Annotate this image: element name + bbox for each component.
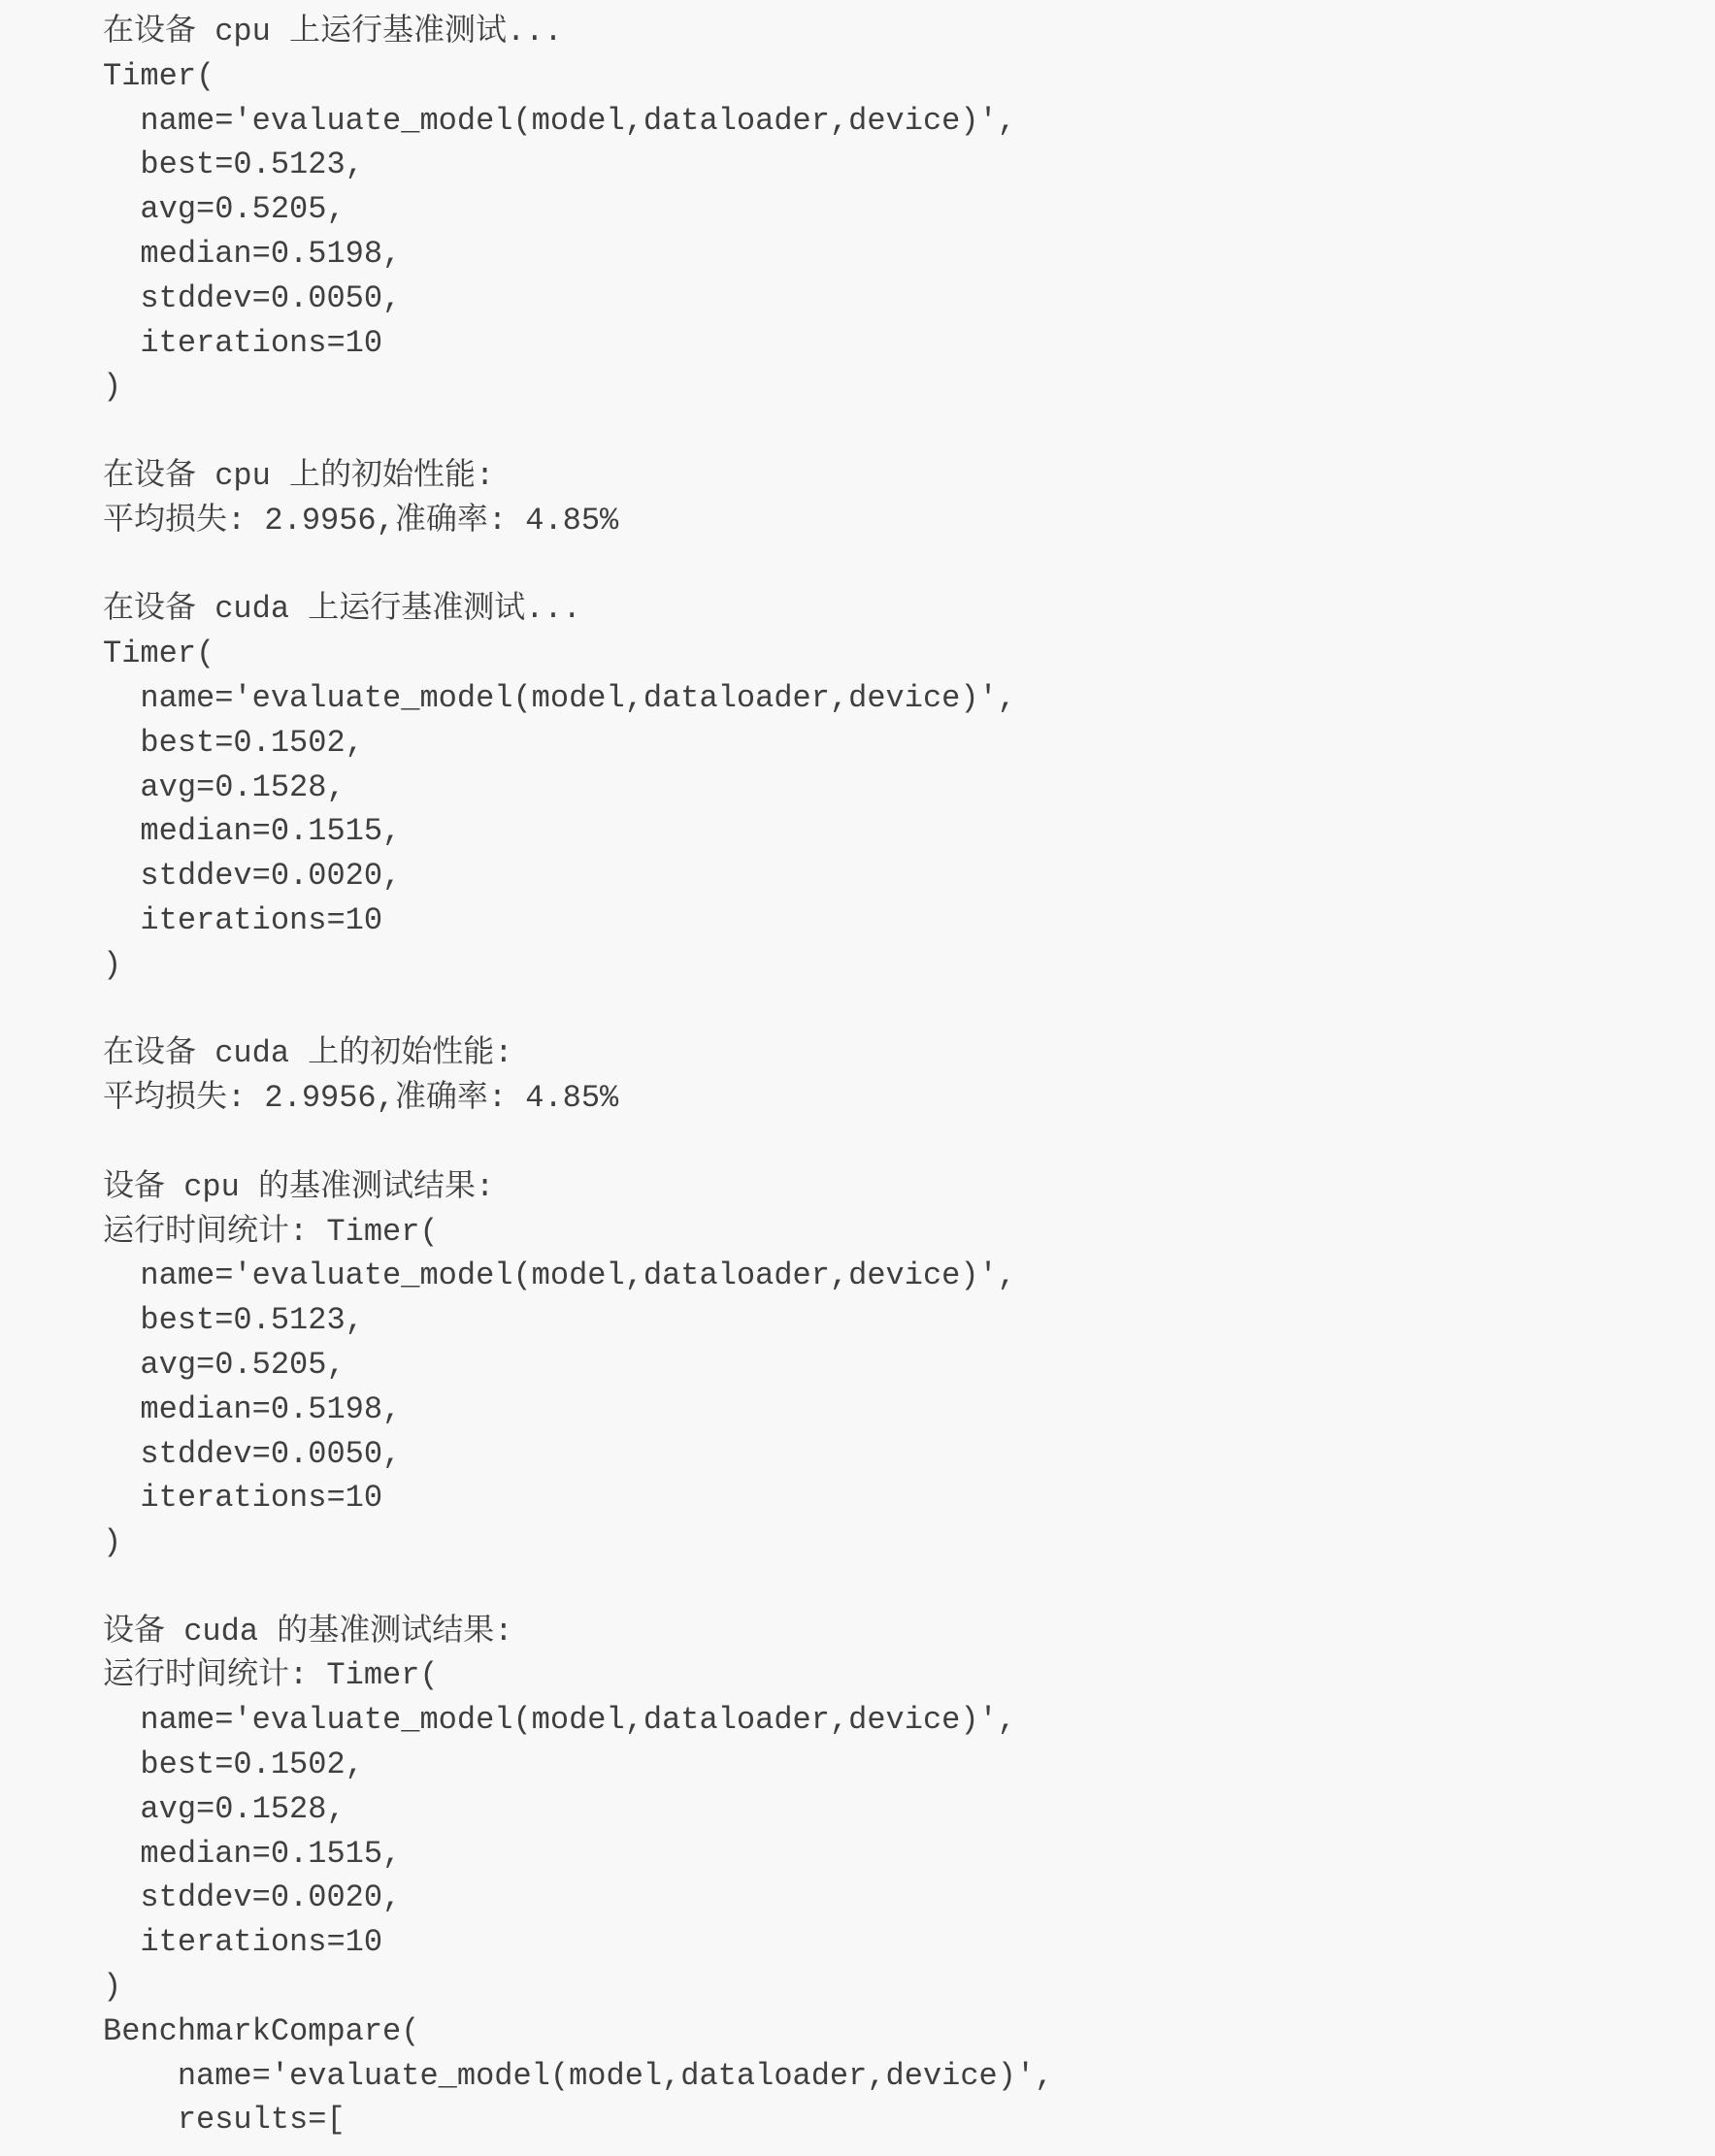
output-line: best=0.5123, (103, 147, 364, 183)
output-line: iterations=10 (103, 324, 383, 361)
blank-line (103, 409, 1656, 454)
output-line: iterations=10 (103, 1480, 383, 1517)
output-line: 在设备 cuda 上运行基准测试... (103, 591, 581, 628)
output-line: median=0.5198, (103, 235, 402, 272)
output-line: stddev=0.0050, (103, 279, 402, 316)
output-line: 在设备 cpu 上运行基准测试... (103, 14, 563, 49)
output-line: avg=0.5205, (103, 191, 346, 228)
output-line: Timer( (103, 636, 215, 672)
output-line: 平均损失: 2.9956,准确率: 4.85% (103, 502, 619, 539)
output-line: Timer( (103, 57, 215, 94)
output-line: 设备 cpu 的基准测试结果: (103, 1168, 495, 1205)
output-line: 在设备 cpu 上的初始性能: (103, 457, 495, 494)
blank-line (103, 988, 1656, 1032)
output-line: 运行时间统计: Timer( (103, 1213, 439, 1250)
output-line: 设备 cuda 的基准测试结果: (103, 1613, 513, 1650)
output-line: 运行时间统计: Timer( (103, 1657, 439, 1694)
blank-line (103, 1565, 1656, 1610)
output-line: iterations=10 (103, 901, 383, 938)
blank-line (103, 543, 1656, 588)
output-line: best=0.1502, (103, 1747, 364, 1783)
output-line: name='evaluate_model(model,dataloader,device)', (103, 1702, 1016, 1739)
output-line: 在设备 cuda 上的初始性能: (103, 1035, 513, 1072)
output-line: avg=0.1528, (103, 768, 346, 805)
output-line: avg=0.5205, (103, 1346, 346, 1383)
output-line: ) (103, 369, 122, 406)
output-line: avg=0.1528, (103, 1790, 346, 1827)
output-line: name='evaluate_model(model,dataloader,device)', (103, 102, 1016, 139)
output-line: median=0.1515, (103, 813, 402, 850)
output-line: name='evaluate_model(model,dataloader,device)', (103, 1258, 1016, 1294)
console-output (103, 10, 1656, 2144)
output-line: stddev=0.0020, (103, 1879, 402, 1916)
output-line: BenchmarkCompare( (103, 2012, 420, 2049)
output-line: iterations=10 (103, 1924, 383, 1961)
output-line: name='evaluate_model(model,dataloader,device)', (103, 679, 1016, 716)
output-line: ) (103, 946, 122, 983)
output-line: stddev=0.0020, (103, 858, 402, 895)
blank-line (103, 1121, 1656, 1165)
output-line: stddev=0.0050, (103, 1435, 402, 1472)
output-line: best=0.5123, (103, 1302, 364, 1339)
output-line: best=0.1502, (103, 724, 364, 761)
output-line: median=0.5198, (103, 1390, 402, 1427)
output-line: ) (103, 1969, 122, 2006)
output-line: 平均损失: 2.9956,准确率: 4.85% (103, 1080, 619, 1117)
output-line: name='evaluate_model(model,dataloader,device)', (103, 2057, 1054, 2094)
output-line: results=[ (103, 2102, 346, 2139)
output-line: median=0.1515, (103, 1835, 402, 1872)
output-line: ) (103, 1524, 122, 1561)
